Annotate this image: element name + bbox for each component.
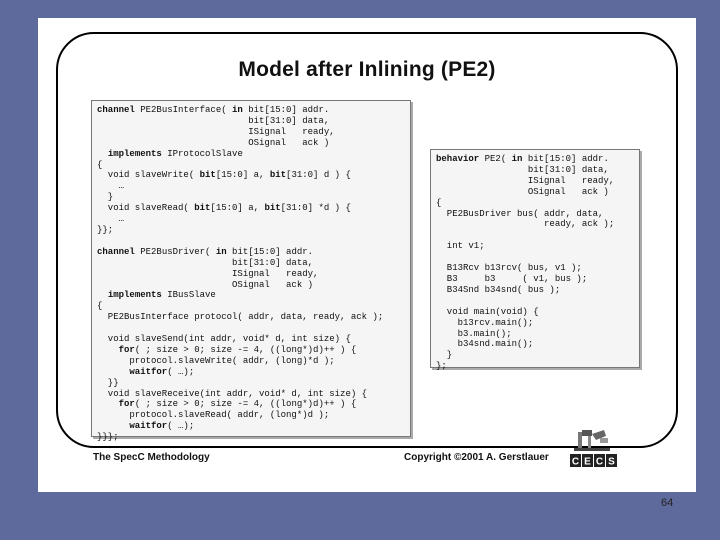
footer-methodology: The SpecC Methodology [93, 452, 210, 463]
code-listing-right: behavior PE2( in bit[15:0] addr. bit[31:0] data, ISignal ready, OSignal ack ) { PE2BusDriver bus( addr, data, ready, ack ); int v1; B13Rcv b13rcv( bus, v1 ); B3 b3 ( v1, bus ); B34Snd b34snd( bus ); void main(void) { b13rcv.main(); b3.main(); b34snd.main(); } }; [436, 154, 615, 372]
svg-text:E: E [584, 456, 591, 468]
svg-text:C: C [571, 456, 580, 468]
svg-text:C: C [595, 456, 604, 468]
code-box-channels [91, 100, 411, 443]
slide-title: Model after Inlining (PE2) [238, 58, 496, 81]
code-listing-left: channel PE2BusInterface( in bit[15:0] addr. bit[31:0] data, ISignal ready, OSignal ack ) implements IProtocolSlave { void slaveWrite( bit[15:0] a, bit[31:0] d ) { … } void slaveRead( bit[15:0] a, bit[31:0] *d ) { … }}; channel PE2BusDriver( in bit[15:0] addr. bit[31:0] data, ISignal ready, OSignal ack ) implements IBusSlave { PE2BusInterface protocol( addr, data, ready, ack ); void slaveSend(int addr, void* d, int size) { for( ; size > 0; size -= 4, ((long*)d)++ ) { protocol.slaveWrite( addr, (long)*d ); waitfor( …); }} void slaveReceive(int addr, void* d, int size) { for( ; size > 0; size -= 4, ((long*)d)++ ) { protocol.slaveRead( addr, (long*)d ); waitfor( …); }}}; [97, 105, 384, 443]
cecs-logo-icon [566, 426, 622, 470]
code-box-behavior [430, 149, 640, 372]
slide [38, 18, 696, 492]
page-number: 64 [661, 497, 674, 509]
svg-text:S: S [608, 456, 615, 468]
footer-copyright: Copyright ©2001 A. Gerstlauer [404, 452, 549, 463]
